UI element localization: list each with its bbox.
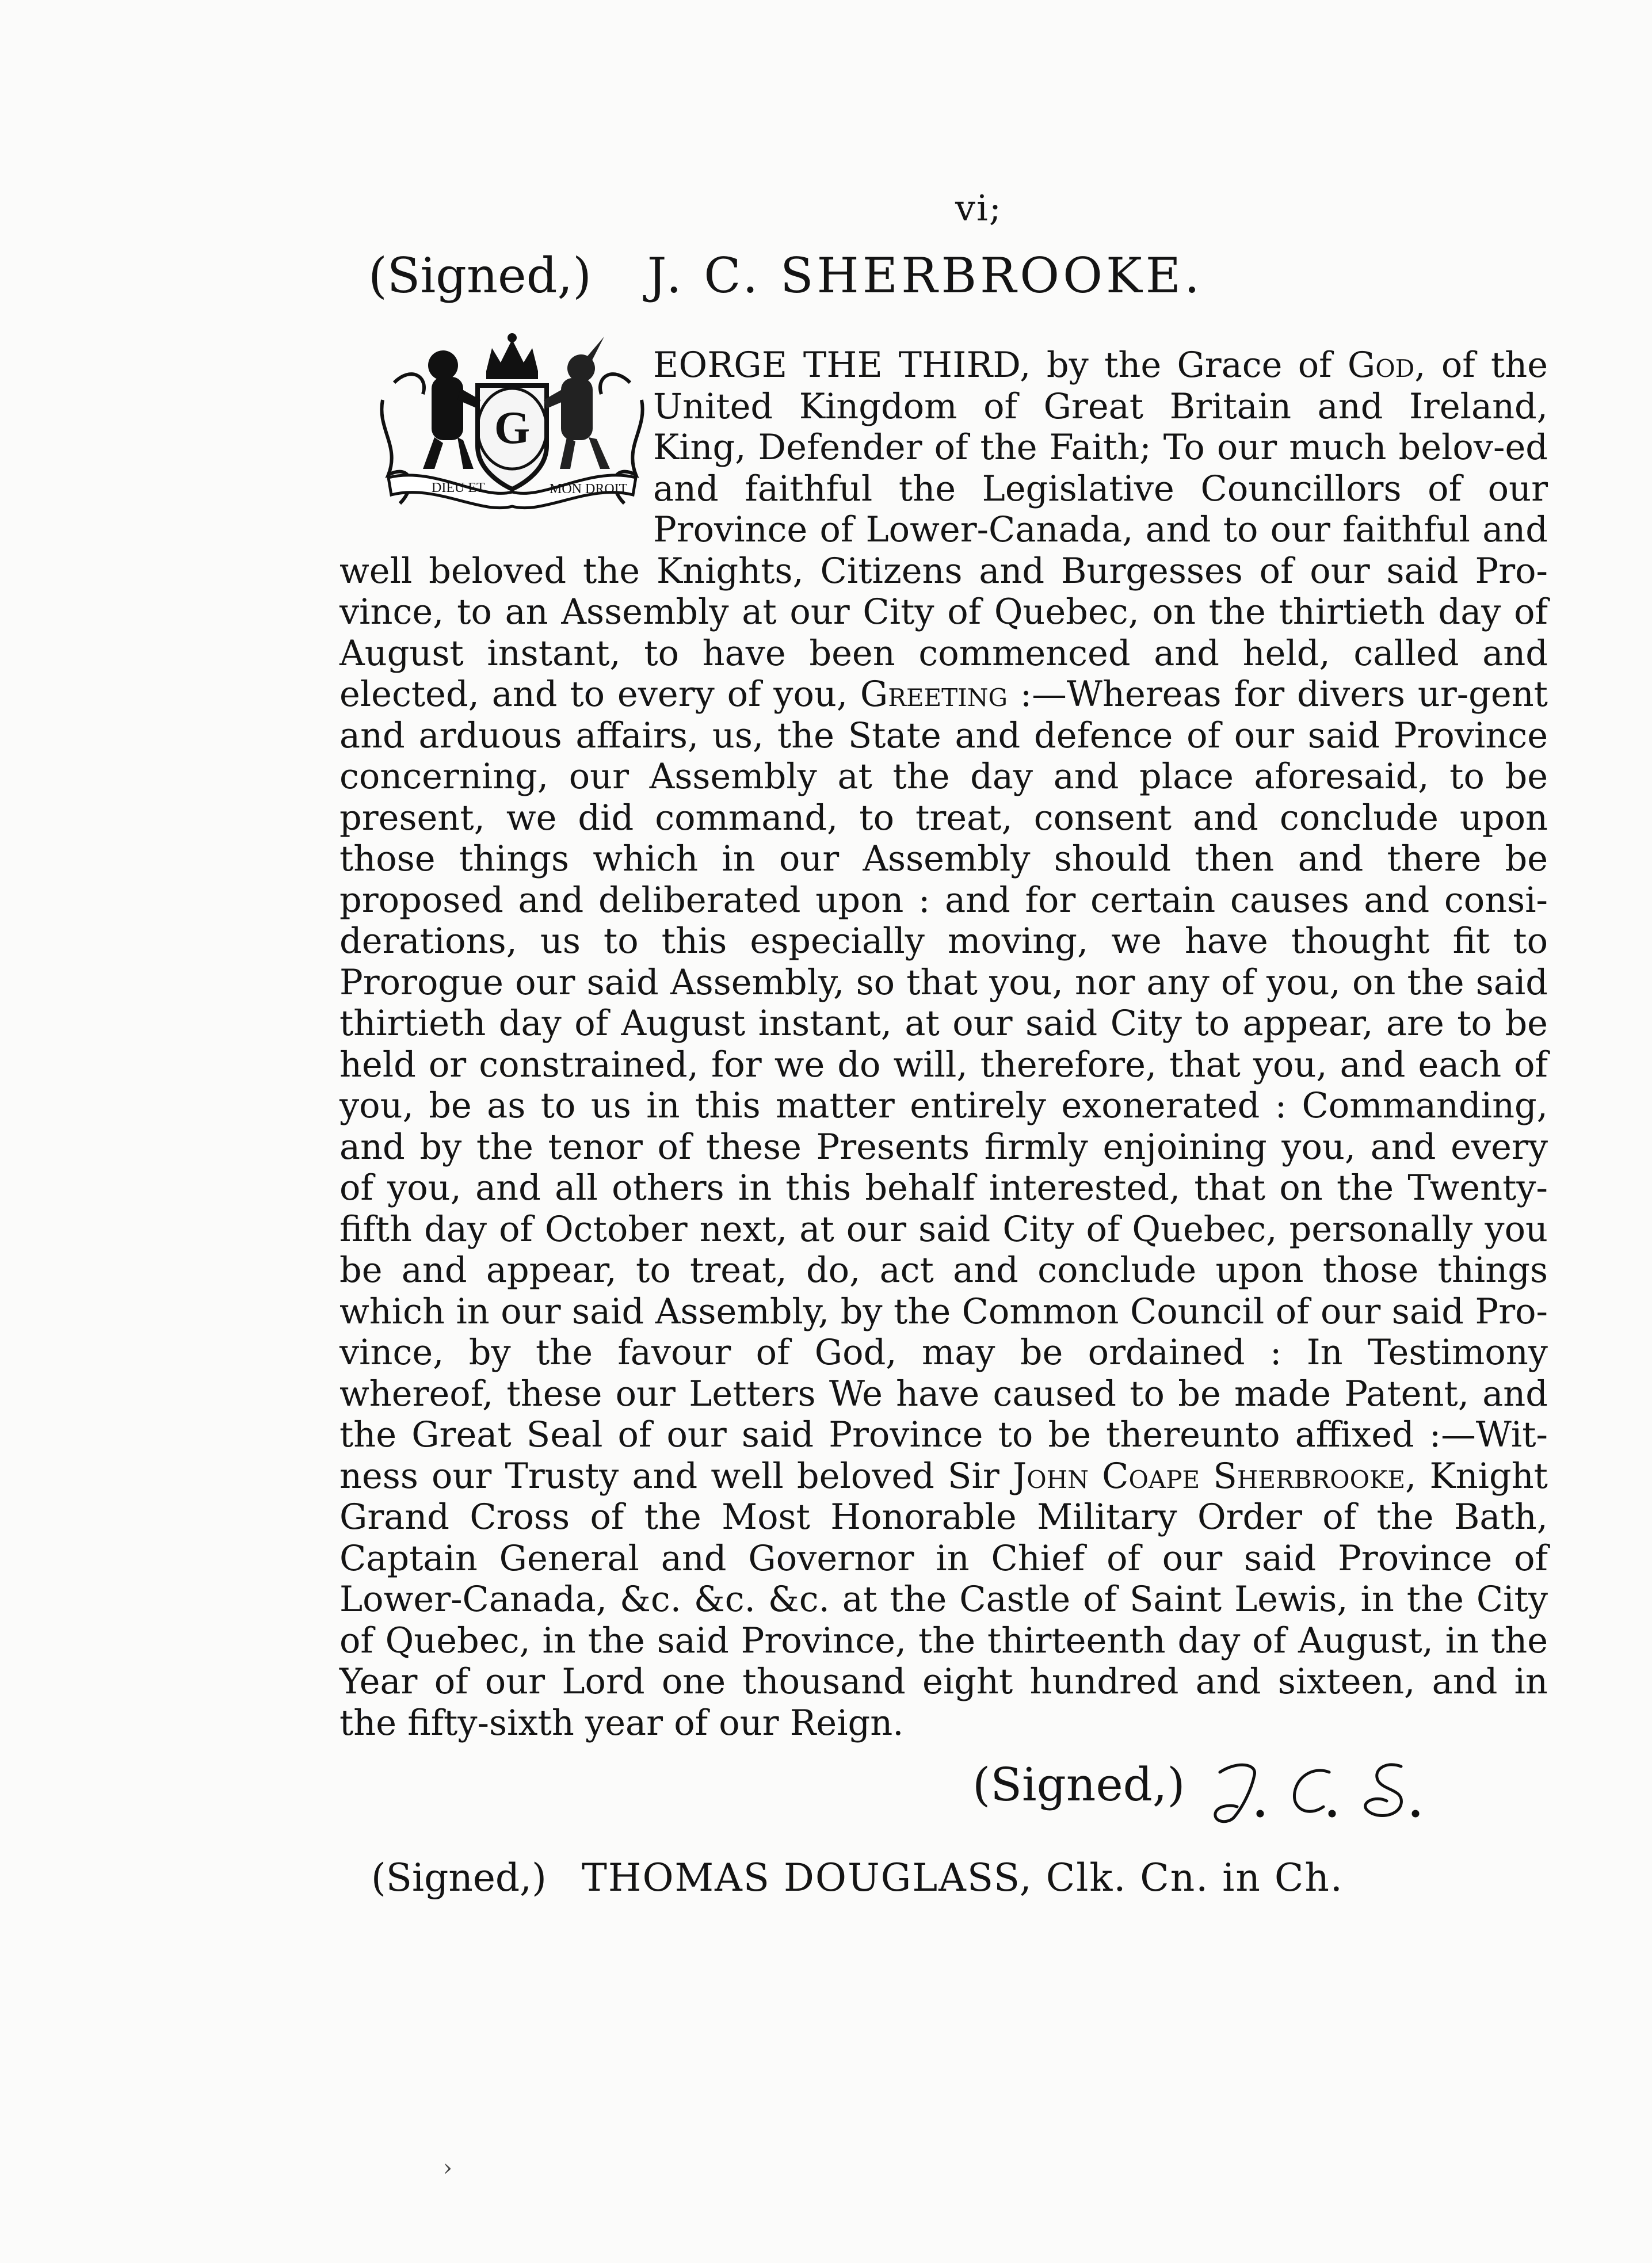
seal-initial: G <box>494 403 531 453</box>
proclamation-part2: , of the United Kingdom of Great Britain and Ireland, King, Defender of the Faith; To our much belov-ed and faithful the Legislative Councillors of our Province of Lower-Canada, and to our faithful and well beloved the Knights, Citizens and Burgesses of our said Pro-vince, to an Assembly at our City of Quebec, on the thirtieth day of August instant, to have been commenced and held, called and elected, and to every of you, <box>339 345 1548 715</box>
signed-line-bottom <box>972 1758 1185 1811</box>
stray-ink-mark: › <box>443 2155 452 2181</box>
proclamation-part1: by the Grace of <box>1031 345 1348 386</box>
clerk-signature-line <box>371 1856 1344 1900</box>
signed-prefix: (Signed,) <box>368 247 592 304</box>
signed-line-top <box>368 247 1203 304</box>
proclamation-opening: EORGE THE THIRD, <box>653 345 1031 386</box>
handwritten-signature <box>1203 1749 1444 1830</box>
proclamation-governor: John Coape Sherbrooke <box>1012 1456 1406 1497</box>
seal-space <box>339 345 653 549</box>
clerk-name: THOMAS DOUGLASS, Clk. Cn. in Ch. <box>581 1856 1344 1900</box>
seal-motto-left: DIEU ET <box>432 480 485 495</box>
proclamation-god: God <box>1347 345 1415 386</box>
proclamation-paragraph <box>339 345 1548 1744</box>
proclamation-part4: , Knight Grand Cross of the Most Honorable Military Order of the Bath, Captain General and Governor in Chief of our said Province of Lower-Canada, &c. &c. &c. at the Castle of Saint Lewis, in the City of Quebec, in the said Province, the thirteenth day of August, in the Year of our Lord one thousand eight hundred and sixteen, and in the fifty-sixth year of our Reign. <box>339 1456 1548 1743</box>
governor-name: J. C. SHERBROOKE. <box>647 247 1203 304</box>
proclamation-part3: :—Whereas for divers ur-gent and arduous affairs, us, the State and defence of our said Province concerning, our Assembly at the day and place aforesaid, to be present, we did command, to treat, consent and conclude upon those things which in our Assembly should then and there be proposed and deliberated upon : and for certain causes and consi-derations, us to this especially moving, we have thought fit to Prorogue our said Assembly, so that you, nor any of you, on the said thirtieth day of August instant, at our said City to appear, are to be held or constrained, for we do will, therefore, that you, and each of you, be as to us in this matter entirely exonerated : Commanding, and by the tenor of these Presents firmly enjoining you, and every of you, and all others in this behalf interested, that on the Twenty-fifth day of October next, at our said City of Quebec, personally you be and appear, to treat, do, act and conclude upon those things which in our said Assembly, by the Common Council of our said Pro-vince, by the favour of God, may be ordained : In Testimony whereof, these our Letters We have caused to be made Patent, and the Great Seal of our said Province to be thereunto affixed :—Wit-ness our Trusty and well beloved Sir <box>339 674 1548 1497</box>
proclamation-greeting: Greeting <box>860 674 1008 715</box>
clerk-signed-prefix: (Signed,) <box>371 1856 547 1900</box>
seal-motto-right: MON DROIT <box>550 482 628 497</box>
proclamation-text <box>339 345 1548 1744</box>
signed-prefix-bottom: (Signed,) <box>972 1758 1185 1811</box>
page-number: vi; <box>955 187 1002 229</box>
